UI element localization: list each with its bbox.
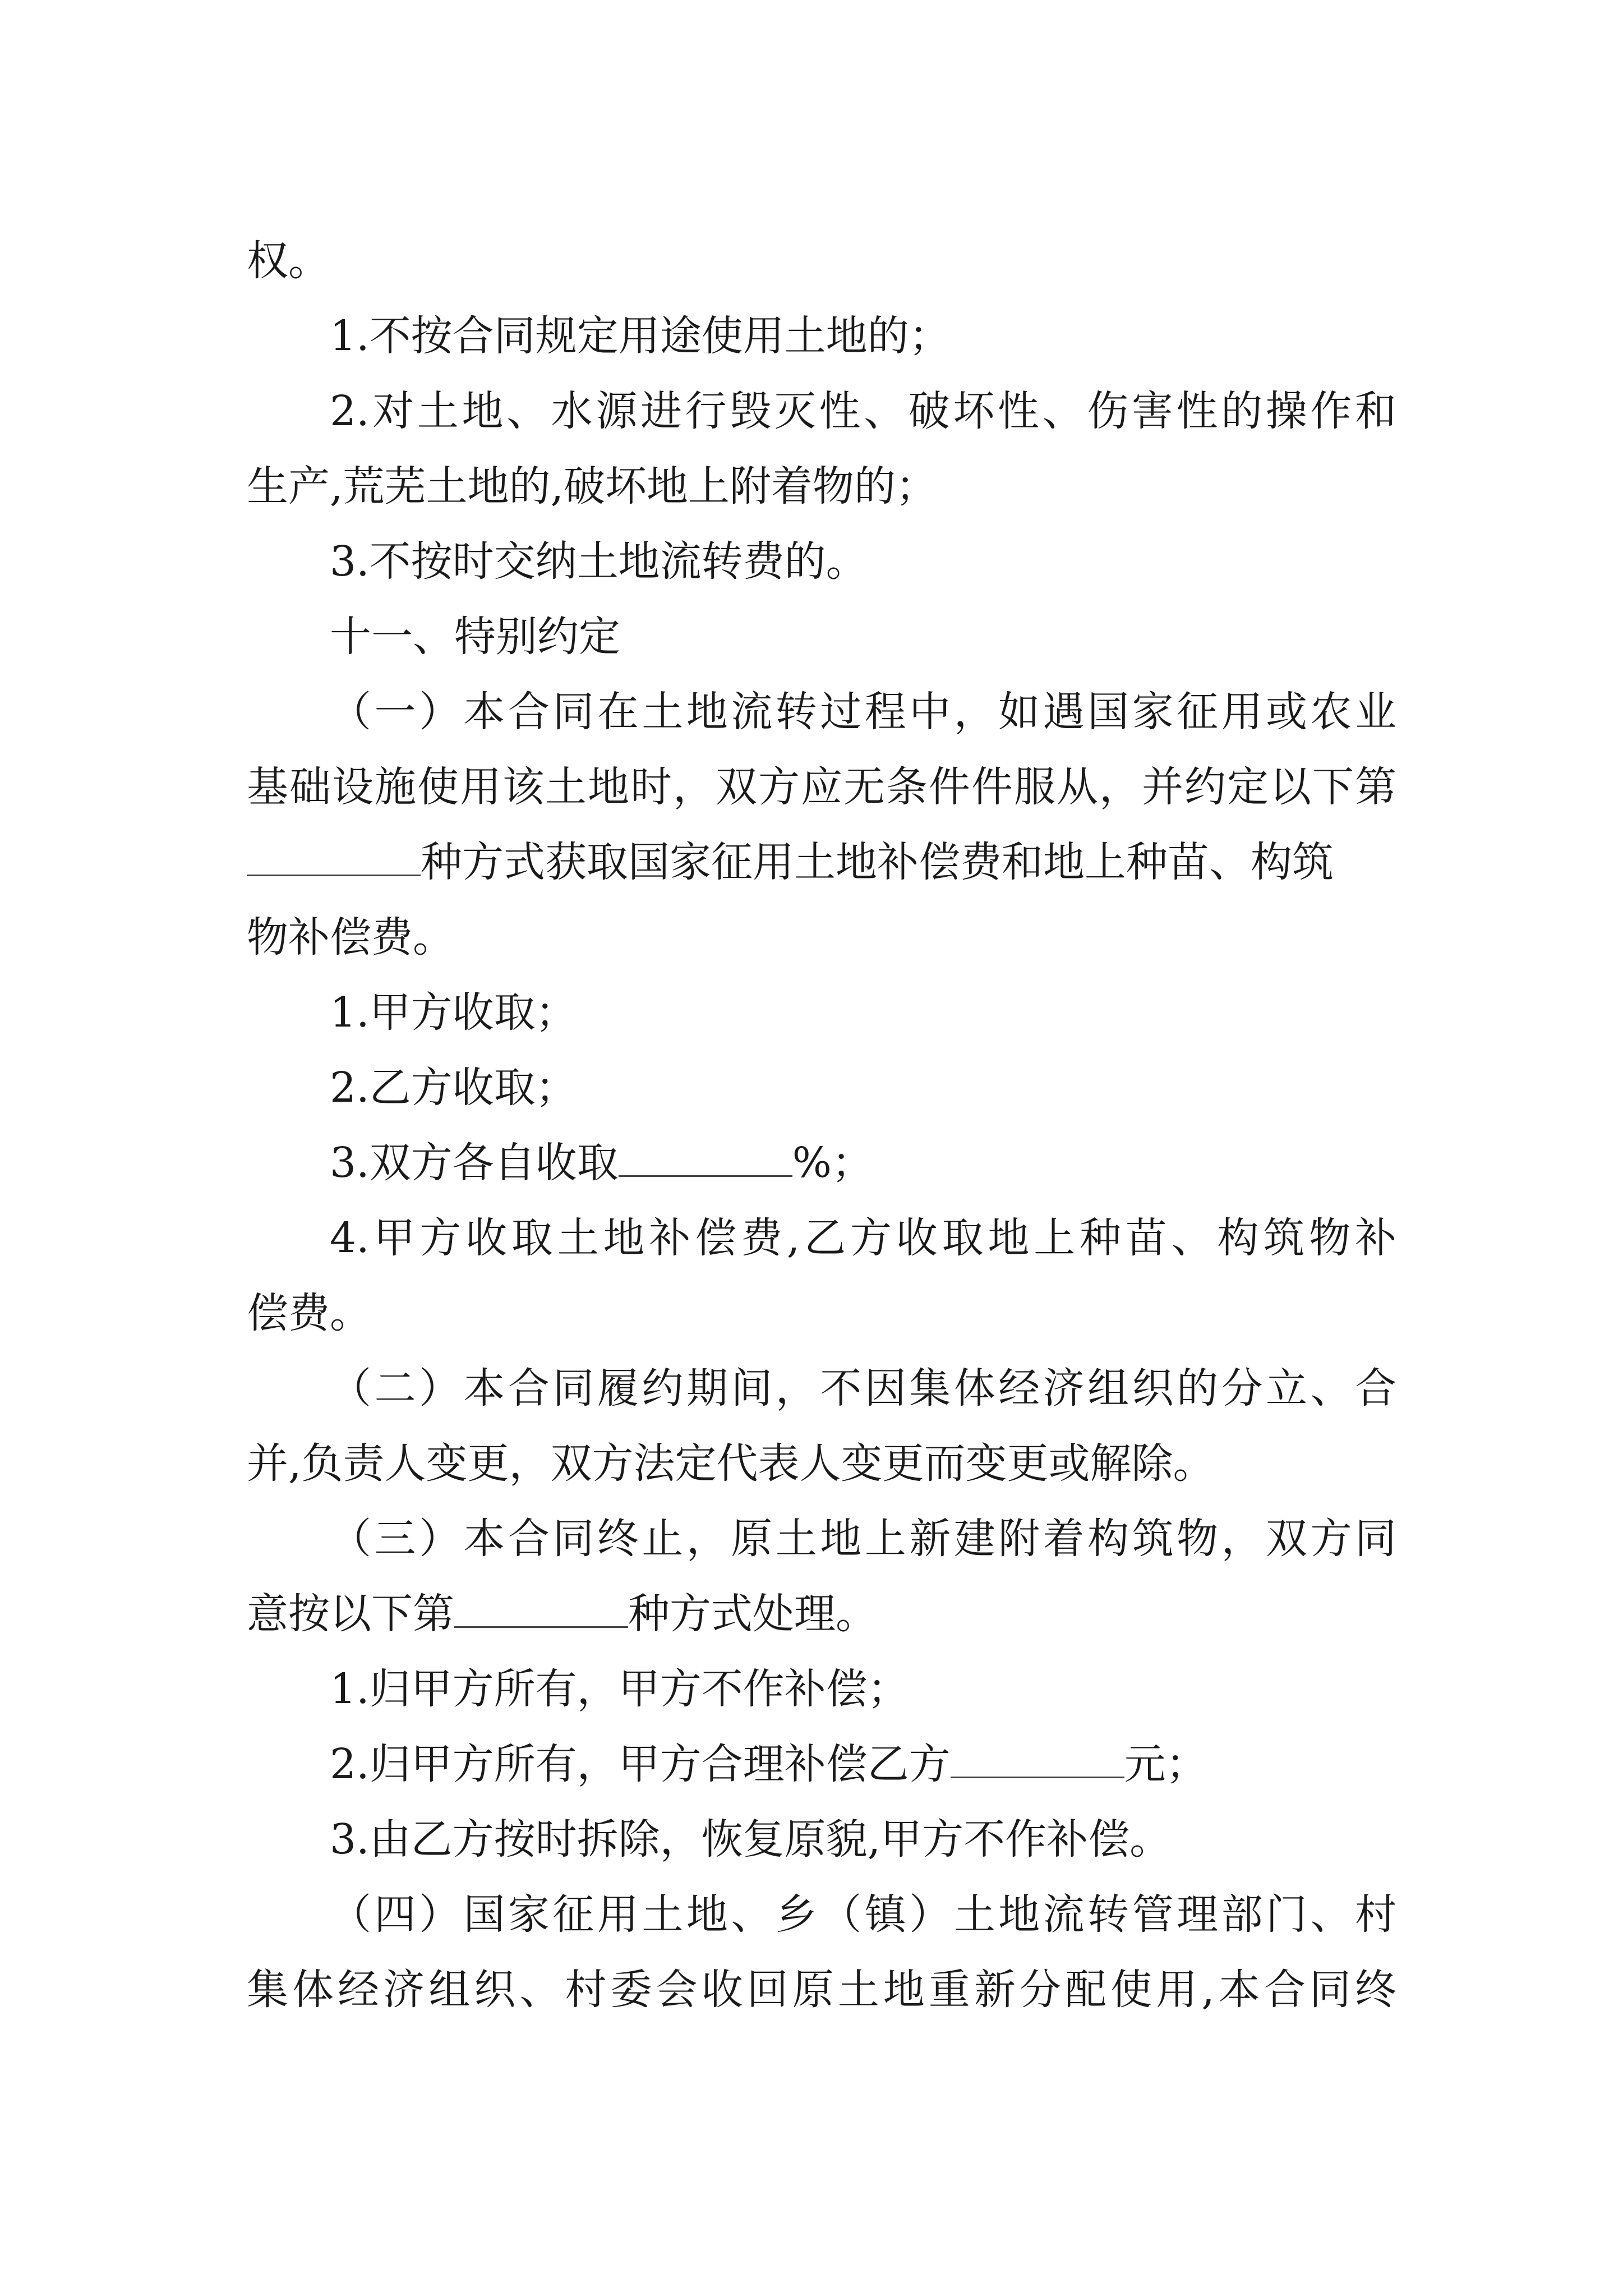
- text-line: 1.归甲方所有，甲方不作补偿；: [330, 1665, 909, 1713]
- fill-in-blank[interactable]: [619, 1136, 792, 1177]
- text-line: 并,负责人变更，双方法定代表人变更而变更或解除。: [247, 1439, 1215, 1488]
- text-line-with-blank: 意按以下第 种方式处理。: [247, 1575, 1396, 1653]
- text-line: （四）国家征用土地、乡（镇）土地流转管理部门、村: [330, 1890, 1396, 1939]
- text-line: （三）本合同终止，原土地上新建附着构筑物，双方同: [330, 1515, 1396, 1563]
- text-line: 物补偿费。: [247, 913, 454, 961]
- text-line: 1.甲方收取；: [330, 988, 577, 1037]
- text-line-with-blank: 2.归甲方所有，甲方合理补偿乙方 元；: [247, 1725, 1396, 1803]
- text-line: 权。: [247, 237, 330, 285]
- text-line: 2.乙方收取；: [330, 1064, 577, 1112]
- fill-in-blank[interactable]: [454, 1587, 628, 1628]
- text-line: （一）本合同在土地流转过程中，如遇国家征用或农业: [330, 688, 1396, 736]
- text-line: 3.由乙方按时拆除，恢复原貌,甲方不作补偿。: [330, 1815, 1172, 1864]
- section-heading: 十一、特别约定: [330, 613, 620, 661]
- text-line: 生产,荒芜土地的,破坏地上附着物的；: [247, 462, 938, 510]
- text-line: 基础设施使用该土地时，双方应无条件件服从，并约定以下第: [247, 763, 1396, 811]
- fill-in-blank[interactable]: [247, 835, 421, 876]
- text-line: 4.甲方收取土地补偿费,乙方收取地上种苗、构筑物补: [330, 1214, 1396, 1262]
- text-line-with-blank: 3.双方各自收取 %；: [247, 1124, 1396, 1202]
- text-line: 集体经济组织、村委会收回原土地重新分配使用,本合同终: [247, 1966, 1396, 2014]
- text-line-with-blank: 种方式获取国家征用土地补偿费和地上种苗、构筑: [247, 823, 1396, 901]
- text-line: 2.对土地、水源进行毁灭性、破坏性、伤害性的操作和: [330, 387, 1396, 435]
- text-line: 3.不按时交纳土地流转费的。: [330, 537, 868, 586]
- fill-in-blank[interactable]: [951, 1737, 1124, 1778]
- text-line: 1.不按合同规定用途使用土地的；: [330, 312, 951, 360]
- text-line: 偿费。: [247, 1289, 371, 1337]
- text-line: （二）本合同履约期间，不因集体经济组织的分立、合: [330, 1364, 1396, 1412]
